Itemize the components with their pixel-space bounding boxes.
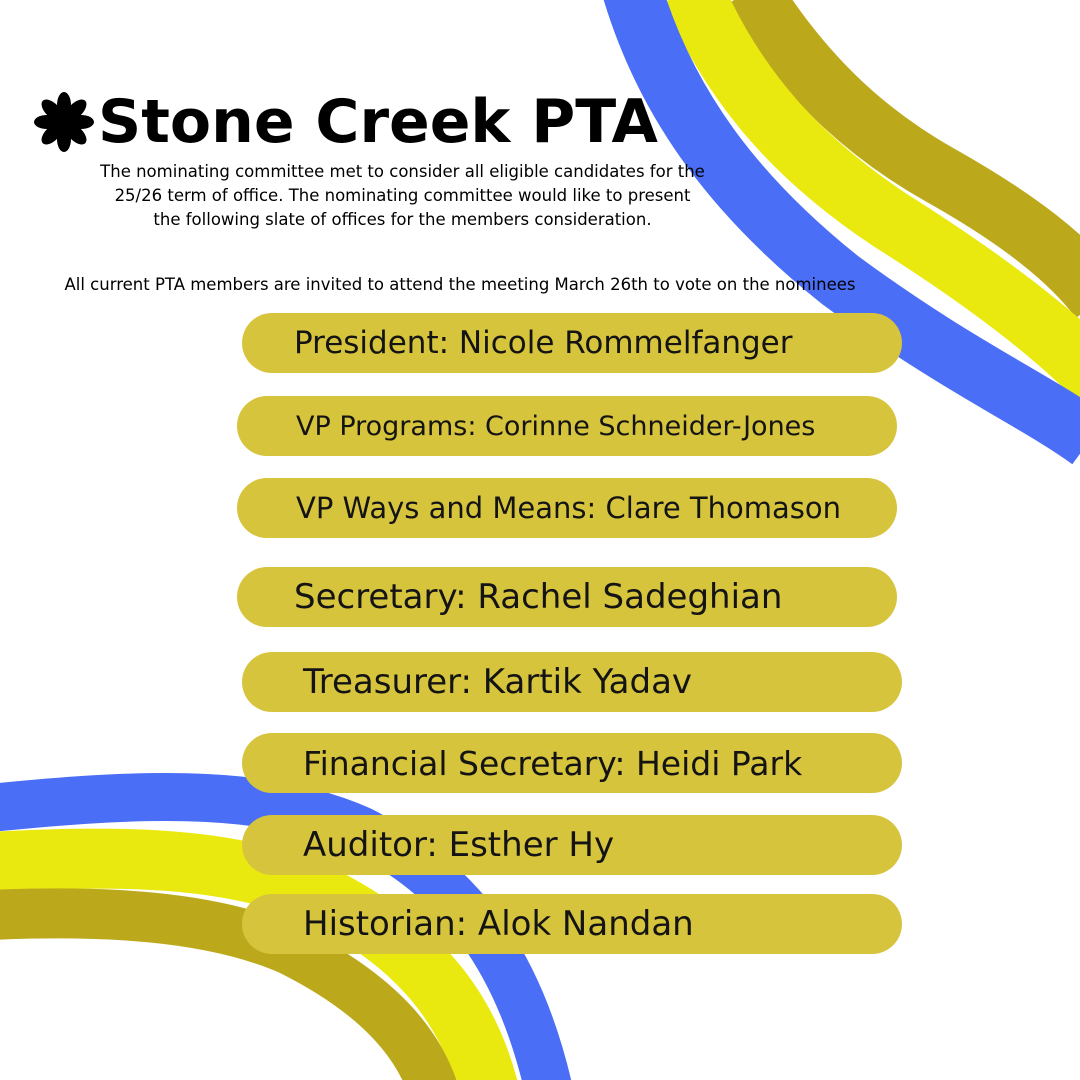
nominee-secretary: Secretary: Rachel Sadeghian (237, 567, 897, 627)
nominee-auditor: Auditor: Esther Hy (242, 815, 902, 875)
title-text: Stone Creek PTA (98, 87, 658, 157)
invite-text: All current PTA members are invited to attend the meeting March 26th to vote on the nominees (64, 275, 856, 294)
page-title (32, 84, 658, 160)
nominee-vp-programs: VP Programs: Corinne Schneider-Jones (237, 396, 897, 456)
nominee-historian: Historian: Alok Nandan (242, 894, 902, 954)
nominee-vp-ways-and-means: VP Ways and Means: Clare Thomason (237, 478, 897, 538)
nominee-financial-secretary: Financial Secretary: Heidi Park (242, 733, 902, 793)
nominee-president: President: Nicole Rommelfanger (242, 313, 902, 373)
flower-icon (32, 90, 96, 154)
nominee-treasurer: Treasurer: Kartik Yadav (242, 652, 902, 712)
intro-paragraph: The nominating committee met to consider all eligible candidates for the 25/26 term of office. The nominating committee would like to present the following slate of offices for the members consideration. (100, 162, 705, 229)
